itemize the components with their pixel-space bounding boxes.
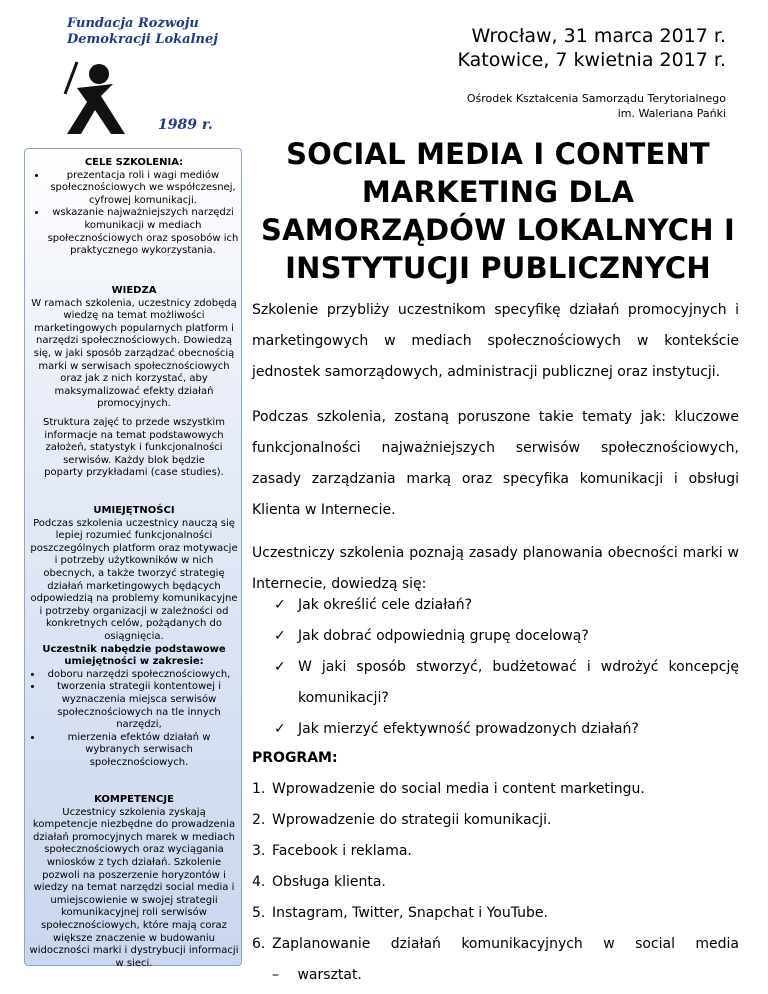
- program-text: Zaplanowanie działań komunikacyjnych w social media – warsztat.: [272, 936, 739, 983]
- logo-year: 1989 r.: [158, 117, 213, 133]
- goals-section: [25, 157, 243, 258]
- knowledge-heading: WIEDZA: [111, 285, 157, 296]
- program-number: 6.: [252, 936, 266, 952]
- program-number: 4.: [252, 874, 266, 890]
- question-item: [252, 652, 739, 714]
- skill-item: • doboru narzędzi społecznościowych,: [43, 669, 235, 682]
- program-number: 3.: [252, 843, 266, 859]
- program-item: [252, 898, 739, 929]
- sidebar-panel: [24, 148, 242, 969]
- program-text: Instagram, Twitter, Snapchat i YouTube.: [272, 905, 548, 921]
- question-item: [252, 714, 739, 745]
- program-item: [252, 805, 739, 836]
- question-text: Jak mierzyć efektywność prowadzonych działań?: [298, 721, 639, 737]
- question-text: W jaki sposób stworzyć, budżetować i wdrożyć koncepcję komunikacji?: [298, 659, 739, 706]
- competence-text: Uczestnicy szkolenia zyskają kompetencje niezbędne do prowadzenia działań promocyjnych marek w mediach społecznościowych oraz wyciągania wniosków z tych działań. Szkolenie pozwoli na poszerzenie horyzontów i wiedzy na temat narzędzi social media i umiejscowienie w swojej strategii komunikacyjnej roli serwisów społecznościowych, które mają coraz większe znaczenie w budowaniu widoczności marki i dystrybucji informacji w sieci.: [29, 806, 239, 969]
- foundation-logo: [55, 12, 235, 137]
- program-item: [252, 774, 739, 805]
- question-text: Jak określić cele działań?: [298, 597, 473, 613]
- check-icon: ✓: [274, 659, 286, 675]
- skill-item: • mierzenia efektów działań w wybranych serwisach społecznościowych.: [43, 732, 235, 770]
- skills-subheading: Uczestnik nabędzie podstawowe umiejętności w zakresie:: [42, 643, 226, 668]
- goals-heading: CELE SZKOLENIA:: [84, 157, 184, 168]
- venue-line-1: Ośrodek Kształcenia Samorządu Terytorialnego: [466, 92, 726, 105]
- program-text: Wprowadzenie do social media i content marketingu.: [272, 781, 645, 797]
- question-item: [252, 590, 739, 621]
- program-number: 5.: [252, 905, 266, 921]
- check-icon: ✓: [274, 721, 286, 737]
- knowledge-text: W ramach szkolenia, uczestnicy zdobędą wiedzę na temat możliwości marketingowych popularnych platform i narzędzi społecznościowych. Dowiedzą się, w jaki sposób zarządzać obecnością marki w serwisach społecznościowych oraz jak z nich korzystać, aby maksymalizować efekty działań promocyjnych.: [31, 297, 237, 410]
- program-item: [252, 929, 739, 991]
- learn-intro: Uczestniczy szkolenia poznają zasady planowania obecności marki w Internecie, dowiedzą się:: [252, 545, 739, 592]
- logo-name: Fundacja Rozwoju Demokracji Lokalnej: [67, 16, 218, 47]
- knowledge-section: [25, 285, 243, 411]
- goal-item: • wskazanie najważniejszych narzędzi komunikacji w mediach społecznościowych oraz sposobów ich praktycznego wykorzystania.: [47, 207, 239, 257]
- page-title: SOCIAL MEDIA I CONTENT MARKETING DLA SAMORZĄDÓW LOKALNYCH I INSTYTUCJI PUBLICZNYCH: [260, 137, 736, 285]
- program-text: Facebook i reklama.: [272, 843, 412, 859]
- topics-paragraph: Podczas szkolenia, zostaną poruszone takie tematy jak: kluczowe funkcjonalności najważniejszych serwisów społecznościowych, zasady zarządzania marką oraz specyfika komunikacji i obsługi Klienta w Internecie.: [252, 409, 739, 518]
- goal-item: • prezentacja roli i wagi mediów społecznościowych we współczesnej, cyfrowej komunikacji.: [47, 170, 239, 208]
- date-katowice: Katowice, 7 kwietnia 2017 r.: [457, 49, 726, 71]
- program-text: Obsługa klienta.: [272, 874, 386, 890]
- skills-heading: UMIEJĘTNOŚCI: [93, 505, 175, 516]
- goals-list: [25, 170, 243, 258]
- intro-paragraph: Szkolenie przybliży uczestnikom specyfikę działań promocyjnych i marketingowych w mediach społecznościowych w kontekście jednostek samorządowych, administracji publicznej oraz instytucji.: [252, 302, 739, 380]
- program-list: [252, 774, 739, 991]
- structure-section: [25, 417, 243, 480]
- skills-list: [29, 669, 239, 770]
- check-icon: ✓: [274, 597, 286, 613]
- venue: [467, 91, 726, 121]
- program-heading: PROGRAM:: [252, 750, 338, 766]
- question-item: [252, 621, 739, 652]
- program-item: [252, 867, 739, 898]
- check-icon: ✓: [274, 628, 286, 644]
- skills-text: Podczas szkolenia uczestnicy nauczą się lepiej rozumieć funkcjonalności poszczególnych platform oraz motywacje i potrzeby użytkowników w nich obecnych, a także tworzyć strategię działań marketingowych będących odpowiedzią na problemy komunikacyjne i potrzeby organizacji w zależności od konkretnych celów, pożądanych do osiągnięcia.: [30, 517, 238, 642]
- date-wroclaw: Wrocław, 31 marca 2017 r.: [471, 25, 726, 47]
- program-item: [252, 836, 739, 867]
- program-number: 1.: [252, 781, 266, 797]
- venue-line-2: im. Waleriana Pańki: [617, 107, 726, 120]
- program-number: 2.: [252, 812, 266, 828]
- program-text: Wprowadzenie do strategii komunikacji.: [272, 812, 552, 828]
- skill-item: • tworzenia strategii kontentowej i wyznaczenia miejsca serwisów społecznościowych na tle innych narzędzi,: [43, 681, 235, 731]
- competence-section: [25, 794, 243, 970]
- event-dates: [458, 24, 726, 72]
- skills-section: [25, 505, 243, 769]
- question-text: Jak dobrać odpowiednią grupę docelową?: [298, 628, 589, 644]
- structure-text: Struktura zajęć to przede wszystkim informacje na temat podstawowych założeń, statystyk i funkcjonalności serwisów. Każdy blok będzie poparty przykładami (case studies).: [43, 417, 225, 479]
- questions-list: [252, 590, 739, 745]
- competence-heading: KOMPETENCJE: [94, 794, 174, 805]
